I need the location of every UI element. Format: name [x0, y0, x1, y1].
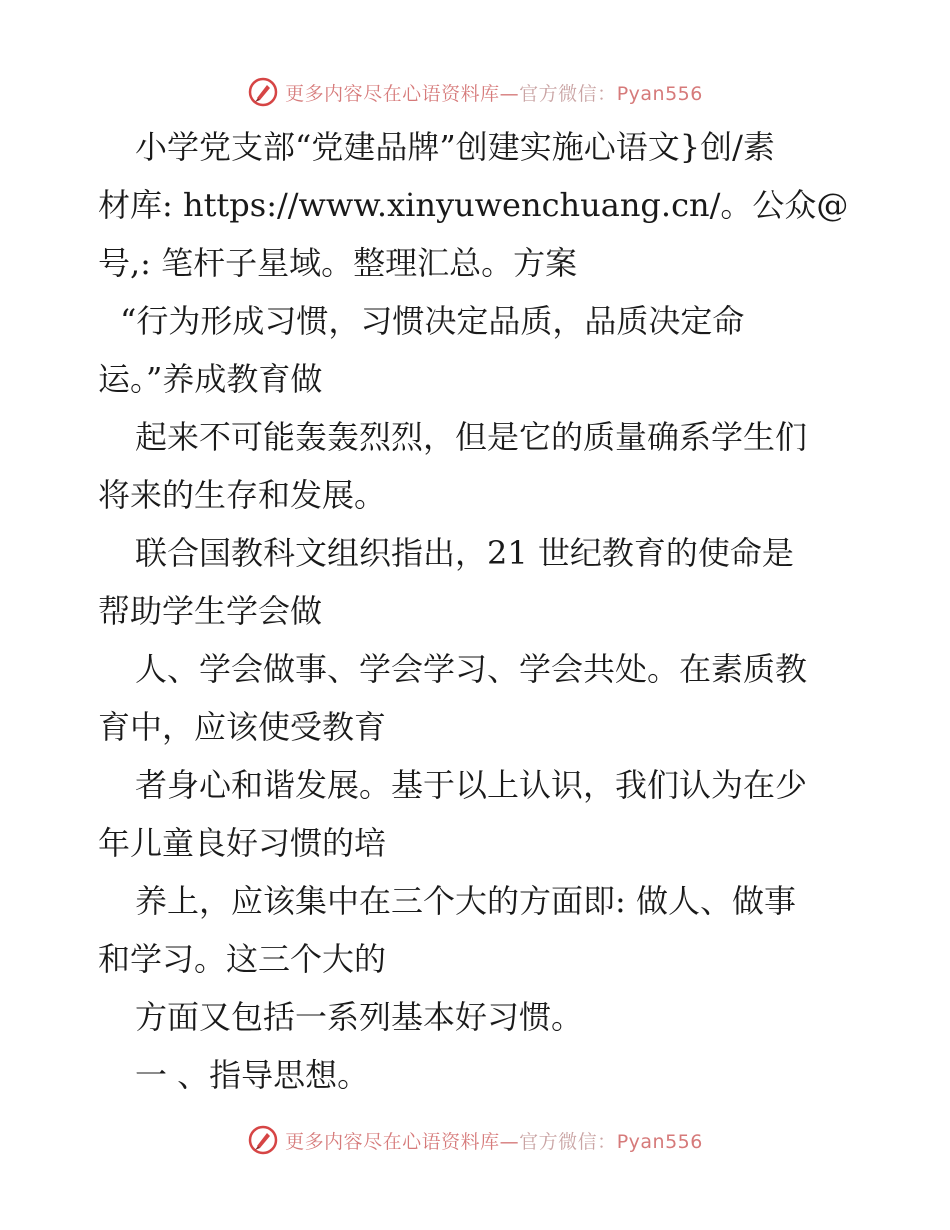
banner-wechat-label: 官方微信：: [519, 82, 617, 105]
paragraph-line: 联合国教科文组织指出，21 世纪教育的使命是: [135, 534, 794, 572]
paragraph-line: “行为形成习惯，习惯决定品质，品质决定命: [120, 302, 745, 340]
document-body: [98, 118, 868, 1104]
banner-text: [285, 1127, 703, 1154]
pen-logo-icon: [247, 76, 279, 108]
banner-site-text: 更多内容尽在心语资料库—: [285, 82, 520, 105]
header-watermark-banner: [0, 72, 950, 112]
paragraph-line: 将来的生存和发展。: [98, 476, 387, 514]
paragraph-line: 年儿童良好习惯的培: [98, 824, 387, 862]
banner-wechat-id: Pyan556: [616, 82, 703, 105]
paragraph-line: 育中，应该使受教育: [98, 708, 387, 746]
pen-logo-icon: [247, 1124, 279, 1156]
paragraph-line: 和学习。这三个大的: [98, 940, 387, 978]
banner-wechat-id: Pyan556: [616, 1130, 703, 1153]
paragraph-line: 材库: https://www.xinyuwenchuang.cn/。公众@: [98, 186, 849, 224]
paragraph-line: 起来不可能轰轰烈烈，但是它的质量确系学生们: [135, 418, 808, 456]
paragraph-line: 养上，应该集中在三个大的方面即: 做人、做事: [135, 882, 796, 920]
paragraph-line: 运。”养成教育做: [98, 360, 323, 398]
section-heading: 一 、指导思想。: [135, 1056, 370, 1094]
paragraph-line: 人、学会做事、学会学习、学会共处。在素质教: [135, 650, 808, 688]
banner-text: [285, 79, 703, 106]
banner-site-text: 更多内容尽在心语资料库—: [285, 1130, 520, 1153]
paragraph-line: 者身心和谐发展。基于以上认识，我们认为在少: [135, 766, 808, 804]
banner-wechat-label: 官方微信：: [519, 1130, 617, 1153]
paragraph-line: 小学党支部“党建品牌”创建实施心语文}创/素: [135, 128, 775, 166]
footer-watermark-banner: [0, 1120, 950, 1160]
paragraph-line: 帮助学生学会做: [98, 592, 323, 630]
paragraph-line: 号,: 笔杆子星域。整理汇总。方案: [98, 244, 578, 282]
paragraph-line: 方面又包括一系列基本好习惯。: [135, 998, 584, 1036]
